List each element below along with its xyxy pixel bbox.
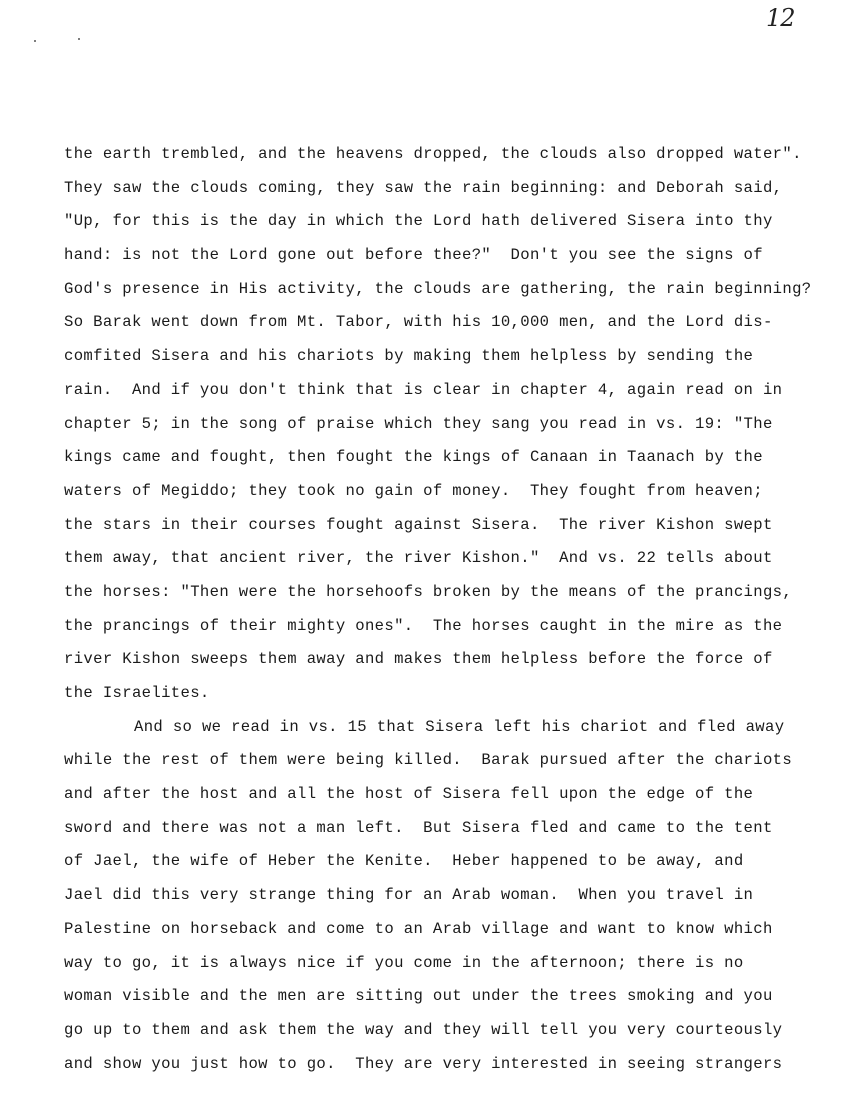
text-line: them away, that ancient river, the river Kishon." And vs. 22 tells about [64, 549, 773, 568]
text-line: the horses: "Then were the horsehoofs broken by the means of the prancings, [64, 582, 793, 601]
text-line: river Kishon sweeps them away and makes them helpless before the force of [64, 650, 773, 669]
text-line: the Israelites. [64, 684, 210, 702]
text-line: woman visible and the men are sitting out under the trees smoking and you [64, 987, 773, 1006]
text-line: kings came and fought, then fought the kings of Canaan in Taanach by the [64, 448, 763, 467]
text-line: sword and there was not a man left. But Sisera fled and came to the tent [64, 818, 773, 837]
text-line: They saw the clouds coming, they saw the rain beginning: and Deborah said, [64, 178, 783, 197]
text-line: the stars in their courses fought against Sisera. The river Kishon swept [64, 515, 773, 534]
text-line: waters of Megiddo; they took no gain of money. They fought from heaven; [64, 481, 763, 500]
text-line: of Jael, the wife of Heber the Kenite. Heber happened to be away, and [64, 852, 744, 871]
text-line: the prancings of their mighty ones". The horses caught in the mire as the [64, 616, 783, 635]
text-line: and after the host and all the host of Sisera fell upon the edge of the [64, 785, 754, 804]
text-line: while the rest of them were being killed. Barak pursued after the chariots [64, 751, 793, 770]
paragraph-2 [64, 715, 844, 1086]
text-line: comfited Sisera and his chariots by making them helpless by sending the [64, 347, 754, 366]
text-line: God's presence in His activity, the clouds are gathering, the rain beginning? [64, 279, 812, 298]
text-line: hand: is not the Lord gone out before thee?" Don't you see the signs of [64, 246, 763, 265]
text-line: rain. And if you don't think that is clear in chapter 4, again read on in [64, 380, 783, 399]
text-line: chapter 5; in the song of praise which they sang you read in vs. 19: "The [64, 414, 773, 433]
text-line: Palestine on horseback and come to an Arab village and want to know which [64, 919, 773, 938]
scan-speck [34, 40, 36, 42]
paragraph-1 [64, 142, 844, 715]
document-body [64, 142, 844, 1085]
text-line: way to go, it is always nice if you come in the afternoon; there is no [64, 953, 744, 972]
page-number: 12 [766, 4, 795, 32]
text-line: go up to them and ask them the way and they will tell you very courteously [64, 1020, 783, 1039]
text-line: "Up, for this is the day in which the Lord hath delivered Sisera into thy [64, 212, 773, 231]
text-line: the earth trembled, and the heavens dropped, the clouds also dropped water". [64, 145, 802, 163]
text-line: And so we read in vs. 15 that Sisera left his chariot and fled away [134, 717, 785, 736]
scan-speck [78, 38, 80, 40]
text-line: Jael did this very strange thing for an Arab woman. When you travel in [64, 886, 754, 905]
text-line: So Barak went down from Mt. Tabor, with his 10,000 men, and the Lord dis- [64, 313, 773, 332]
text-line: and show you just how to go. They are very interested in seeing strangers [64, 1054, 783, 1073]
